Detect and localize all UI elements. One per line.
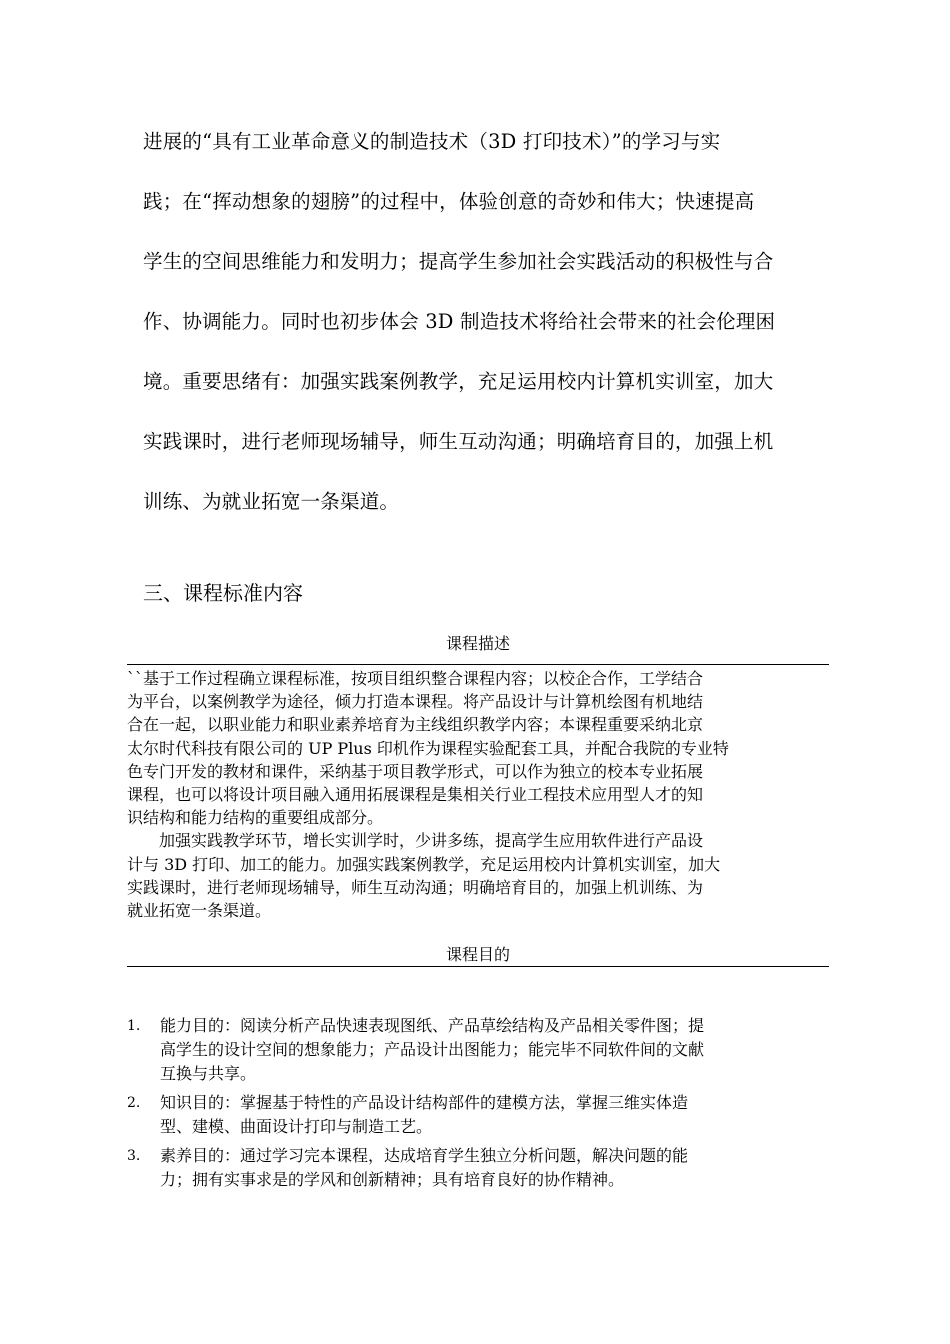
- goal-number: 1.: [127, 1018, 141, 1034]
- goal-line: 型、建模、曲面设计打印与制造工艺。: [160, 1117, 433, 1136]
- description-line: 计与 3D 打印、加工的能力。加强实践案例教学，充足运用校内计算机实训室，加大: [127, 854, 721, 874]
- course-description-rule: [127, 664, 829, 665]
- course-goals-rule: [127, 966, 829, 967]
- description-line: 加强实践教学环节，增长实训学时，少讲多练，提高学生应用软件进行产品设: [127, 831, 704, 851]
- intro-line: 作、协调能力。同时也初步体会 3D 制造技术将给社会带来的社会伦理困: [143, 310, 776, 333]
- goal-line: 力；拥有实事求是的学风和创新精神；具有培育良好的协作精神。: [160, 1170, 625, 1189]
- intro-line: 践；在“挥动想象的翅膀”的过程中，体验创意的奇妙和伟大；快速提高: [143, 190, 755, 213]
- goal-item-ability: [127, 1014, 829, 1086]
- description-line: 太尔时代科技有限公司的 UP Plus 印机作为课程实验配套工具，并配合我院的专业特: [127, 738, 729, 758]
- goal-line: 知识目的：掌握基于特性的产品设计结构部件的建模方法，掌握三维实体造: [160, 1093, 689, 1112]
- intro-line: 境。重要思绪有：加强实践案例教学，充足运用校内计算机实训室，加大: [143, 370, 774, 393]
- intro-line: 学生的空间思维能力和发明力；提高学生参加社会实践活动的积极性与合: [143, 250, 774, 273]
- goal-line: 能力目的：阅读分析产品快速表现图纸、产品草绘结构及产品相关零件图；提: [160, 1016, 705, 1035]
- description-line: 色专门开发的教材和课件，采纳基于项目教学形式，可以作为独立的校本专业拓展: [127, 761, 704, 781]
- goal-number: 2.: [127, 1095, 141, 1111]
- goal-item-literacy: [127, 1144, 829, 1192]
- description-line: ``基于工作过程确立课程标准，按项目组织整合课程内容；以校企合作，工学结合: [127, 669, 704, 688]
- description-line: 实践课时，进行老师现场辅导，师生互动沟通；明确培育目的，加强上机训练、为: [127, 877, 704, 897]
- goal-line: 素养目的：通过学习完本课程，达成培育学生独立分析问题，解决问题的能: [160, 1146, 689, 1165]
- intro-line: 进展的“具有工业革命意义的制造技术（3D 打印技术）”的学习与实: [143, 130, 721, 153]
- course-goals-list: [127, 1014, 829, 1197]
- description-line: 就业拓宽一条渠道。: [127, 900, 272, 920]
- description-line: 课程，也可以将设计项目融入通用拓展课程是集相关行业工程技术应用型人才的知: [127, 784, 704, 804]
- course-description-title: 课程描述: [445, 634, 510, 653]
- section-heading: 三、课程标准内容: [143, 581, 303, 605]
- intro-line: 训练、为就业拓宽一条渠道。: [143, 490, 400, 513]
- course-description-body: [127, 667, 829, 922]
- goal-item-knowledge: [127, 1091, 829, 1139]
- intro-line: 实践课时，进行老师现场辅导，师生互动沟通；明确培育目的，加强上机: [143, 430, 774, 453]
- course-goals-title: 课程目的: [445, 945, 510, 964]
- goal-line: 高学生的设计空间的想象能力；产品设计出图能力；能完毕不同软件间的文献: [160, 1040, 705, 1059]
- description-line: 为平台，以案例教学为途径，倾力打造本课程。将产品设计与计算机绘图有机地结: [127, 692, 704, 712]
- goal-number: 3.: [127, 1148, 141, 1164]
- goal-line: 互换与共享。: [160, 1064, 257, 1083]
- description-line: 合在一起，以职业能力和职业素养培育为主线组织教学内容；本课程重要采纳北京: [127, 715, 704, 735]
- description-line: 识结构和能力结构的重要组成部分。: [127, 808, 384, 828]
- intro-paragraph: [143, 112, 833, 532]
